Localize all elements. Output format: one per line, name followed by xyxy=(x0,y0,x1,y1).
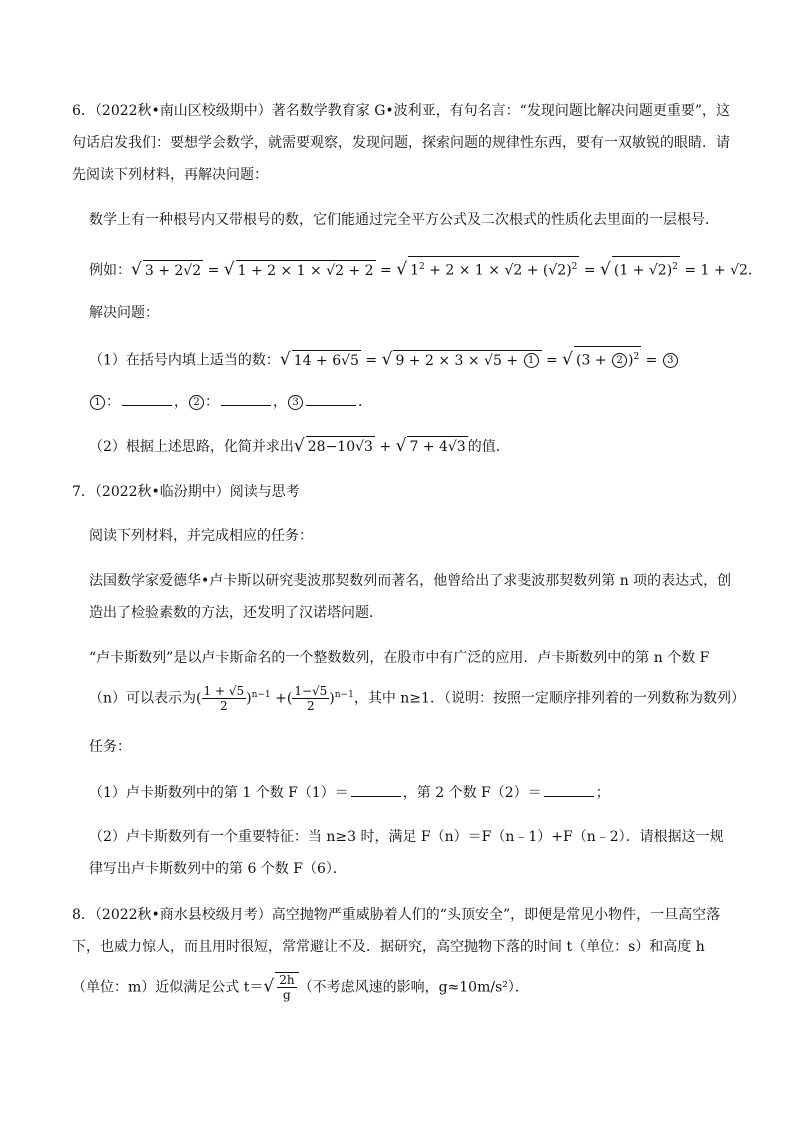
blank-f2[interactable] xyxy=(544,782,594,797)
q8-line3: （单位：m）近似满足公式 t＝√ $\frac{2h}{g}$ （不考虑风速的影响，g≈10m/s²）． xyxy=(72,973,529,1002)
blank-2[interactable] xyxy=(221,391,271,406)
q8-line2: 下，也威力惊人，而且用时很短，常常避让不及．据研究，高空抛物下落的时间 t（单位：s）和高度 h xyxy=(72,939,705,955)
q6-line1: 6．（2022秋•南山区校级期中）著名数学教育家 G•波利亚，有句名言：“发现问题比解决问题更重要”，这 xyxy=(72,103,730,119)
q7-task2b: 律写出卢卡斯数列中的第 6 个数 F（6）． xyxy=(89,861,347,877)
q7-p1a: 法国数学家爱德华•卢卡斯以研究斐波那契数列而著名，他曾给出了求斐波那契数列第 n 项的表达式，创 xyxy=(89,573,732,589)
q7-task-label: 任务： xyxy=(89,739,131,755)
q6-line3: 先阅读下列材料，再解决问题： xyxy=(72,167,268,183)
q6-part1: （1）在括号内填上适当的数：√ 14 + 6√5 = √ 9 + 2 × 3 × √5 + 1 = √ (3 + 2 )$^2$ = 3 xyxy=(89,346,679,371)
q7-p2b: （n）可以表示为( $\frac{1 + √5}{2}$ )$^{n-1}$ +( $\frac{1-√5}{2}$ )$^{n-1}$，其中 n≥1．（说明：按照一定顺序排列着的一列数称为数列） xyxy=(89,684,745,713)
q7-p1b: 造出了检验素数的方法，还发明了汉诺塔问题． xyxy=(89,605,383,621)
q6-blanks: 1 ： ， 2 ： ， 3 ． xyxy=(89,391,372,412)
q7-task2a: （2）卢卡斯数列有一个重要特征：当 n≥3 时，满足 F（n）＝F（n﹣1）+F（n﹣2）．请根据这一规 xyxy=(89,829,724,845)
blank-1[interactable] xyxy=(122,391,172,406)
q6-line2: 句话启发我们：要想学会数学，就需要观察，发现问题，探索问题的规律性东西，要有一双敏锐的眼睛．请 xyxy=(72,135,730,151)
q7-task1: （1）卢卡斯数列中的第 1 个数 F（1）＝ ，第 2 个数 F（2）＝ ； xyxy=(89,782,610,803)
blank-f1[interactable] xyxy=(351,782,401,797)
q7-p2a: “卢卡斯数列”是以卢卡斯命名的一个整数数列，在股市中有广泛的应用．卢卡斯数列中的第 n 个数 F xyxy=(89,650,710,666)
q7-intro: 阅读下列材料，并完成相应的任务： xyxy=(89,528,313,544)
blank-3[interactable] xyxy=(306,391,356,406)
q7-line1: 7．（2022秋•临汾期中）阅读与思考 xyxy=(72,484,300,500)
q6-part2: （2）根据上述思路，化简并求出√ 28−10√3 + √ 7 + 4√3 的值． xyxy=(89,436,510,456)
q6-example: 例如：√ 3 + 2√2 = √ 1 + 2 × 1 × √2 + 2 = √ $1^2 + 2 \times 1 \times √2 + (√2)^2$ = √ $(1 + √2)^2 = 1 + √2$． xyxy=(89,256,762,281)
q6-material: 数学上有一种根号内又带根号的数，它们能通过完全平方公式及二次根式的性质化去里面的一层根号． xyxy=(89,212,719,228)
q8-line1: 8．（2022秋•商水县校级月考）高空抛物严重威胁着人们的“头顶安全”，即便是常见小物件，一旦高空落 xyxy=(72,907,721,923)
q6-solve-label: 解决问题： xyxy=(89,305,159,321)
